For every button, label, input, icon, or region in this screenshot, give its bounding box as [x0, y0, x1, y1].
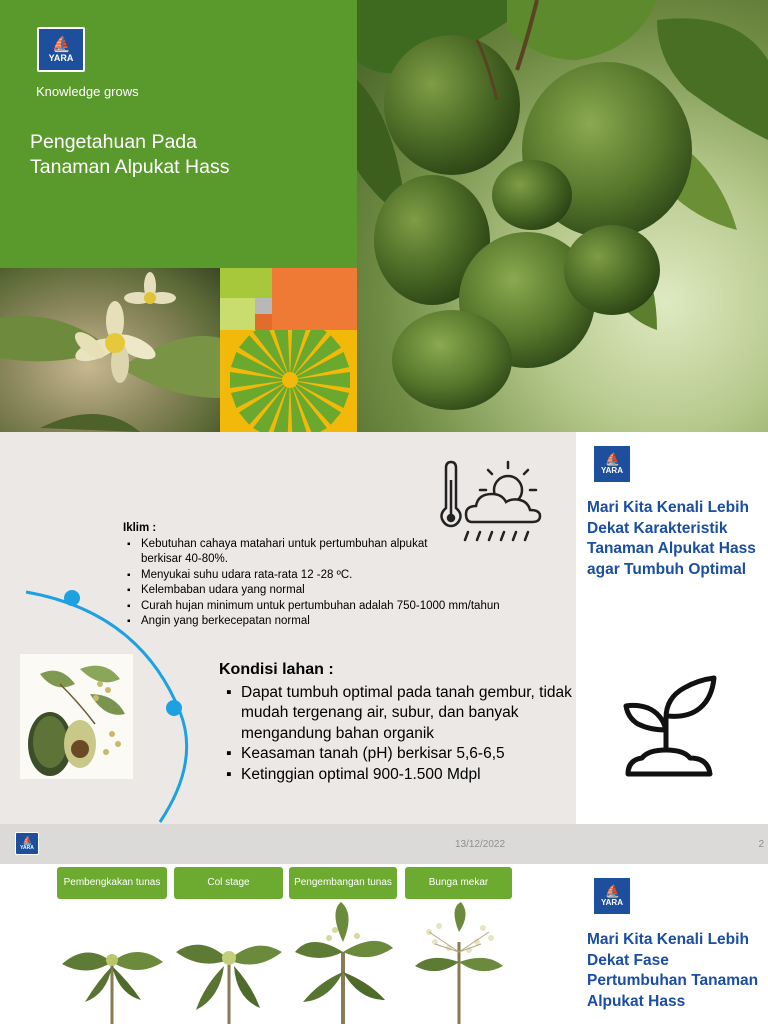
list-item: ▪ Angin yang berkecepatan normal	[141, 614, 563, 630]
stage-image-bunga-mekar	[405, 902, 512, 1024]
list-item: ▪ Ketinggian optimal 900-1.500 Mdpl	[241, 765, 599, 786]
slide-heading: Mari Kita Kenali Lebih Dekat Karakteristik Tanaman Alpukat Hass agar Tumbuh Optimal	[587, 499, 756, 578]
timeline-dot	[64, 590, 80, 606]
yara-logo-text: YARA	[601, 898, 623, 907]
avocado-flower-photo	[0, 268, 220, 432]
yara-logo-text: YARA	[601, 466, 623, 475]
yara-logo	[592, 876, 632, 916]
list-item: ▪ Curah hujan minimum untuk pertumbuhan adalah 750-1000 mm/tahun	[141, 599, 563, 615]
color-block-gray	[255, 298, 272, 314]
stage-image-col-stage	[174, 902, 283, 1024]
slide-heading: Mari Kita Kenali Lebih Dekat Fase Pertumbuhan Tanaman Alpukat Hass	[587, 931, 759, 1010]
iklim-title: Iklim :	[123, 522, 157, 534]
slide-title	[0, 0, 768, 432]
slide-footer	[0, 824, 768, 864]
timeline-dot	[166, 700, 182, 716]
kondisi-lahan-list	[219, 683, 599, 786]
flower-illustration	[0, 268, 220, 432]
avocado-photo	[357, 0, 768, 432]
yara-logo-text: YARA	[48, 52, 74, 63]
yara-logo	[37, 27, 85, 72]
page-title: Pengetahuan Pada Tanaman Alpukat Hass	[30, 131, 230, 178]
stage-label-pengembangan-tunas: Pengembangan tunas	[289, 867, 397, 899]
color-block-light-lime	[220, 298, 255, 330]
yara-logo	[592, 444, 632, 484]
list-item: ▪ Keasaman tanah (pH) berkisar 5,6-6,5	[241, 744, 599, 765]
sprout-icon	[618, 670, 720, 780]
color-block-lime	[220, 268, 272, 298]
color-block-orange-small	[255, 314, 272, 330]
stage-label-pembengkakan-tunas: Pembengkakan tunas	[57, 867, 167, 899]
footer-date: 13/12/2022	[454, 839, 506, 850]
tagline: Knowledge grows	[36, 84, 139, 99]
list-item: ▪ Dapat tumbuh optimal pada tanah gembur, tidak mudah tergenang air, subur, dan banyak mengandung bahan organik	[241, 683, 581, 745]
yara-ship-icon: ⛵	[605, 452, 619, 466]
yara-ship-icon: ⛵	[22, 835, 32, 845]
yara-ship-icon: ⛵	[52, 35, 70, 53]
avocado-botanical-illustration	[20, 654, 133, 779]
list-item: ▪ Kebutuhan cahaya matahari untuk pertumbuhan alpukat berkisar 40-80%.	[141, 537, 431, 568]
sun-pattern-graphic	[220, 330, 357, 432]
stage-image-pembengkakan-tunas	[57, 902, 167, 1024]
thermometer-icon	[442, 462, 461, 526]
page-number: 2	[758, 839, 764, 850]
footer-yara-logo	[15, 832, 39, 855]
avocado-fruit-illustration	[357, 0, 768, 432]
yara-ship-icon: ⛵	[605, 884, 619, 898]
list-item: ▪ Menyukai suhu udara rata-rata 12 -28 ºC.	[141, 568, 563, 584]
kondisi-lahan-section	[219, 660, 599, 785]
color-block-orange	[272, 268, 357, 330]
yara-logo-text: YARA	[20, 844, 34, 851]
slide-karakteristik	[0, 432, 768, 864]
stage-label-bunga-mekar: Bunga mekar	[405, 867, 512, 899]
stage-image-pengembangan-tunas	[289, 902, 397, 1024]
stage-label-col-stage: Col stage	[174, 867, 283, 899]
list-item: ▪ Kelembaban udara yang normal	[141, 583, 563, 599]
slide-fase-pertumbuhan	[0, 864, 768, 1024]
kondisi-lahan-title: Kondisi lahan :	[219, 661, 334, 678]
